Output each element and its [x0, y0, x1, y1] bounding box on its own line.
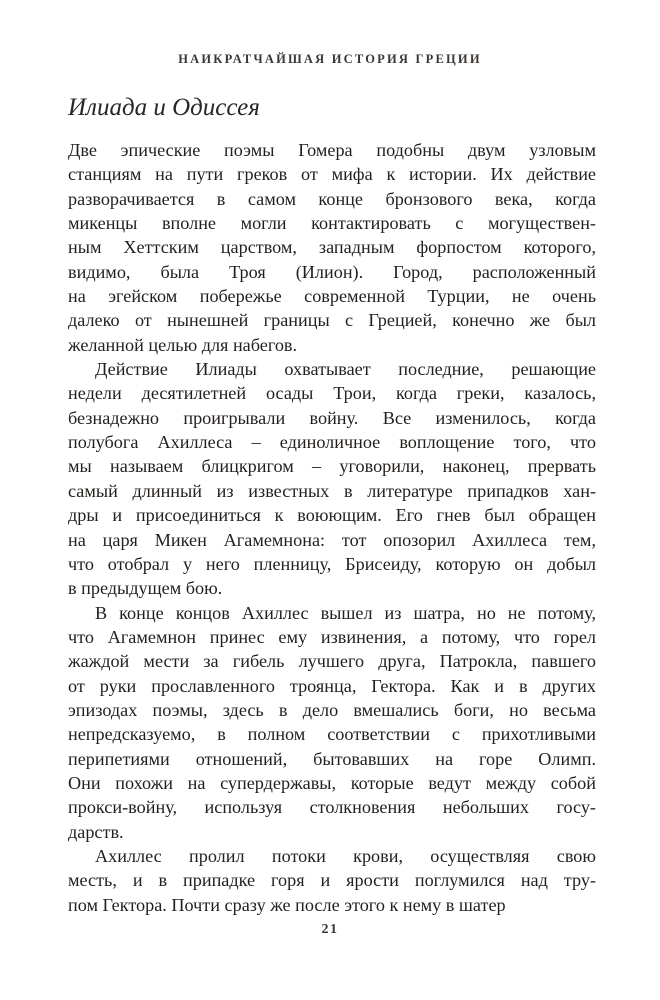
- text-line: полубога Ахиллеса – единоличное воплощение того, что: [68, 432, 596, 453]
- paragraph: [68, 601, 596, 844]
- text-line: перипетиями отношений, бытовавших на горе Олимп.: [68, 748, 596, 769]
- text-line: прокси-войну, используя столкновения небольших госу-: [68, 797, 596, 818]
- text-line: дры и присоединиться к воюющим. Его гнев был обращен: [68, 505, 596, 526]
- text-line: микенцы вполне могли контактировать с могуществен-: [68, 213, 596, 234]
- text-line: месть, и в припадке горя и ярости поглумился над тру-: [68, 870, 596, 891]
- section-title: Илиада и Одиссея: [68, 94, 260, 121]
- text-line: что отобрал у него пленницу, Брисеиду, которую он добыл: [68, 553, 596, 574]
- text-line: эпизодах поэмы, здесь в дело вмешались боги, но весьма: [68, 699, 596, 720]
- text-line: Действие Илиады охватывает последние, решающие: [95, 359, 596, 380]
- paragraph: [68, 844, 596, 917]
- text-line: пом Гектора. Почти сразу же после этого к нему в шатер: [68, 894, 506, 915]
- text-line: разворачивается в самом конце бронзового века, когда: [68, 188, 596, 209]
- text-line: что Агамемнон принес ему извинения, а потому, что горел: [68, 626, 596, 647]
- text-line: жаждой мести за гибель лучшего друга, Патрокла, павшего: [68, 651, 596, 672]
- text-line: дарств.: [68, 821, 124, 842]
- text-line: на эгейском побережье современной Турции, не очень: [68, 286, 596, 307]
- text-line: безнадежно проигрывали войну. Все изменилось, когда: [68, 407, 596, 428]
- paragraph: [68, 138, 596, 357]
- text-line: в предыдущем бою.: [68, 578, 223, 599]
- text-line: от руки прославленного троянца, Гектора. Как и в других: [68, 675, 596, 696]
- text-line: самый длинный из известных в литературе припадков хан-: [68, 480, 596, 501]
- text-line: мы называем блицкригом – уговорили, наконец, прервать: [68, 456, 596, 477]
- paragraph: [68, 357, 596, 600]
- text-line: желанной целью для набегов.: [68, 334, 298, 355]
- running-head: НАИКРАТЧАЙШАЯ ИСТОРИЯ ГРЕЦИИ: [178, 52, 482, 66]
- text-line: Они похожи на супердержавы, которые ведут между собой: [68, 772, 596, 793]
- text-line: видимо, была Троя (Илион). Город, расположенный: [68, 261, 596, 282]
- text-line: на царя Микен Агамемнона: тот опозорил Ахиллеса тем,: [68, 529, 596, 550]
- text-line: станциям на пути греков от мифа к истории. Их действие: [68, 164, 596, 185]
- text-line: далеко от нынешней границы с Грецией, конечно же был: [68, 310, 596, 331]
- text-line: непредсказуемо, в полном соответствии с прихотливыми: [68, 724, 596, 745]
- text-line: Ахиллес пролил потоки крови, осуществляя свою: [95, 845, 596, 866]
- body-text: [68, 138, 596, 917]
- text-line: недели десятилетней осады Трои, когда греки, казалось,: [68, 383, 596, 404]
- text-line: Две эпические поэмы Гомера подобны двум узловым: [68, 140, 596, 160]
- page-number: 21: [321, 922, 339, 937]
- text-line: ным Хеттским царством, западным форпостом которого,: [68, 237, 596, 258]
- text-line: В конце концов Ахиллес вышел из шатра, но не потому,: [95, 602, 596, 623]
